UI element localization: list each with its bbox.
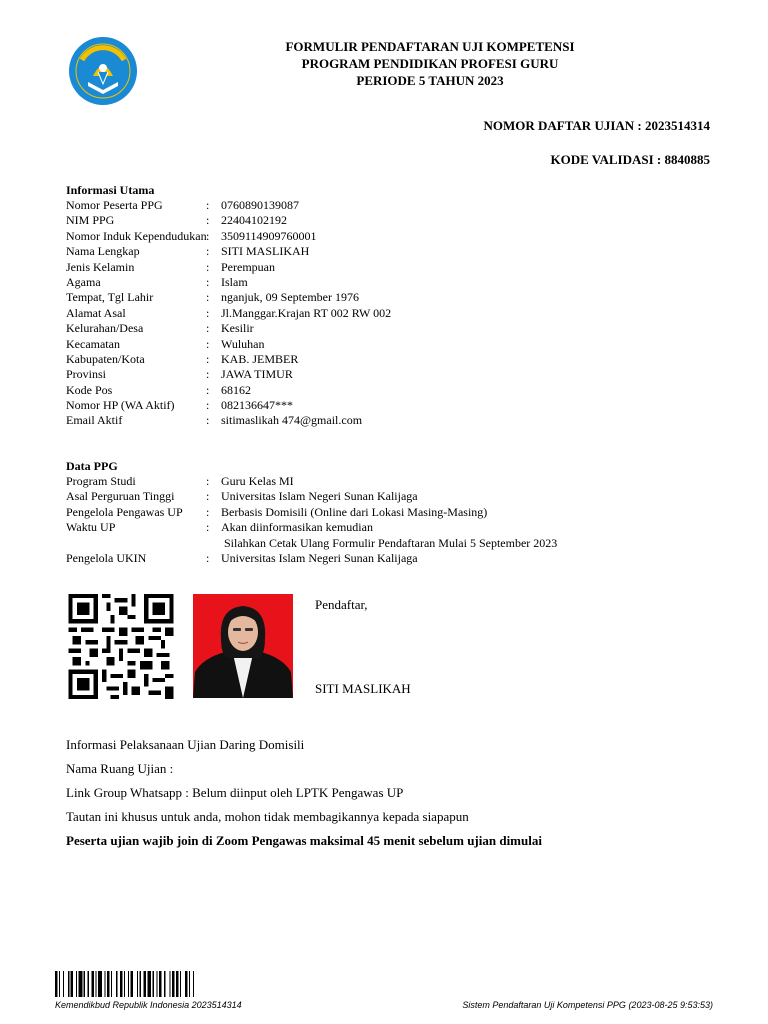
row-value: Kesilir	[221, 321, 254, 336]
row-value: 0760890139087	[221, 198, 299, 212]
row-label: Waktu UP	[66, 520, 116, 535]
header-period: PERIODE 5 TAHUN 2023	[356, 73, 504, 88]
data-ppg-list	[66, 474, 557, 566]
row-label: Kecamatan	[66, 336, 120, 351]
row-value: KAB. JEMBER	[221, 351, 299, 366]
row-label: Nomor HP (WA Aktif)	[66, 398, 175, 413]
row-label: Pengelola UKIN	[66, 550, 147, 565]
row-sep: :	[206, 336, 210, 351]
info-row	[66, 290, 391, 305]
informasi-utama-list	[66, 198, 391, 429]
row-sep: :	[206, 351, 210, 366]
info-row	[66, 260, 391, 275]
row-value: Wuluhan	[221, 336, 265, 351]
row-sep: :	[206, 305, 210, 320]
ppg-row	[66, 551, 557, 566]
row-label: Asal Perguruan Tinggi	[66, 489, 175, 504]
link-group-whatsapp: Link Group Whatsapp : Belum diinput oleh LPTK Pengawas UP	[66, 785, 404, 800]
footer-right: Sistem Pendaftaran Uji Kompetensi PPG (2023-08-25 9:53:53)	[462, 1000, 713, 1010]
info-pelaksanaan: Informasi Pelaksanaan Ujian Daring Domisili	[66, 737, 305, 752]
row-value: JAWA TIMUR	[221, 367, 293, 382]
applicant-signature-name: SITI MASLIKAH	[315, 681, 411, 696]
info-row	[66, 398, 391, 413]
row-value: Perempuan	[221, 259, 275, 274]
row-value: 22404102192	[221, 213, 287, 228]
footer-left: Kemendikbud Republik Indonesia 2023514314	[55, 1000, 242, 1010]
row-sep: :	[206, 504, 210, 519]
row-value: Islam	[221, 274, 248, 289]
row-label: NIM PPG	[66, 213, 115, 228]
row-label: Pengelola Pengawas UP	[66, 504, 183, 519]
info-row	[66, 213, 391, 228]
row-sep: :	[206, 474, 210, 488]
row-sep: :	[206, 259, 210, 274]
row-value: Silahkan Cetak Ulang Formulir Pendaftaran Mulai 5 September 2023	[221, 535, 558, 550]
row-sep: :	[206, 274, 210, 289]
row-value: Jl.Manggar.Krajan RT 002 RW 002	[221, 305, 392, 320]
row-value: sitimaslikah 474@gmail.com	[221, 413, 363, 428]
row-label: Email Aktif	[66, 413, 123, 428]
row-sep: :	[206, 398, 210, 413]
info-row	[66, 337, 391, 352]
row-label: Kabupaten/Kota	[66, 351, 145, 366]
row-sep: :	[206, 213, 210, 228]
row-label: Agama	[66, 274, 101, 289]
ppg-row	[66, 505, 557, 520]
row-value: Berbasis Domisili (Online dari Lokasi Masing-Masing)	[221, 504, 488, 519]
row-label: Nama Lengkap	[66, 244, 140, 259]
qr-code	[66, 594, 176, 699]
info-row	[66, 306, 391, 321]
row-sep: :	[206, 489, 210, 504]
row-sep	[206, 536, 221, 551]
info-row	[66, 383, 391, 398]
row-value: 68162	[221, 382, 251, 397]
kode-validasi: KODE VALIDASI : 8840885	[550, 152, 710, 167]
info-row	[66, 229, 391, 244]
tautan-notice: Tautan ini khusus untuk anda, mohon tidak membagikannya kepada siapapun	[66, 809, 469, 824]
info-row	[66, 275, 391, 290]
info-row	[66, 198, 391, 213]
nomor-daftar-ujian: NOMOR DAFTAR UJIAN : 2023514314	[483, 118, 710, 133]
form-header	[180, 38, 680, 89]
row-value: Akan diinformasikan kemudian	[221, 520, 373, 535]
ppg-row	[66, 474, 557, 489]
row-label: Kode Pos	[66, 382, 113, 397]
ppg-row	[66, 536, 557, 551]
row-label: Program Studi	[66, 474, 136, 488]
row-value: Guru Kelas MI	[221, 474, 294, 488]
row-sep: :	[206, 413, 210, 428]
info-row	[66, 244, 391, 259]
row-sep: :	[206, 382, 210, 397]
row-value: 082136647***	[221, 398, 293, 413]
header-title: FORMULIR PENDAFTARAN UJI KOMPETENSI	[285, 39, 575, 54]
applicant-photo	[193, 594, 293, 698]
row-sep: :	[206, 290, 210, 305]
nama-ruang-ujian: Nama Ruang Ujian :	[66, 761, 174, 776]
row-label: Jenis Kelamin	[66, 259, 135, 274]
row-value: Universitas Islam Negeri Sunan Kalijaga	[221, 489, 418, 504]
barcode	[55, 971, 241, 997]
row-label: Nomor Induk Kependudukan	[66, 228, 207, 243]
row-sep: :	[206, 520, 210, 535]
info-row	[66, 367, 391, 382]
ppg-row	[66, 520, 557, 535]
row-sep: :	[206, 367, 210, 382]
section-informasi-utama: Informasi Utama	[66, 183, 155, 197]
row-value: SITI MASLIKAH	[221, 244, 310, 259]
info-row	[66, 321, 391, 336]
header-subtitle: PROGRAM PENDIDIKAN PROFESI GURU	[301, 56, 559, 71]
ppg-row	[66, 489, 557, 504]
tut-wuri-handayani-logo	[68, 36, 138, 106]
row-sep: :	[206, 228, 210, 243]
row-sep: :	[206, 244, 210, 259]
row-sep: :	[206, 550, 210, 565]
pendaftar-label: Pendaftar,	[315, 597, 368, 612]
row-label: Kelurahan/Desa	[66, 321, 144, 336]
info-row	[66, 352, 391, 367]
row-sep: :	[206, 321, 210, 336]
row-value: 3509114909760001	[221, 228, 317, 243]
row-label: Nomor Peserta PPG	[66, 198, 163, 212]
row-value: Universitas Islam Negeri Sunan Kalijaga	[221, 550, 418, 565]
row-label: Provinsi	[66, 367, 107, 382]
info-row	[66, 413, 391, 428]
row-value: nganjuk, 09 September 1976	[221, 290, 359, 305]
zoom-notice: Peserta ujian wajib join di Zoom Pengawas maksimal 45 menit sebelum ujian dimulai	[66, 833, 542, 848]
row-sep: :	[206, 198, 210, 212]
row-label: Tempat, Tgl Lahir	[66, 290, 154, 305]
row-label: Alamat Asal	[66, 305, 126, 320]
section-data-ppg: Data PPG	[66, 459, 118, 473]
row-label	[66, 536, 206, 551]
